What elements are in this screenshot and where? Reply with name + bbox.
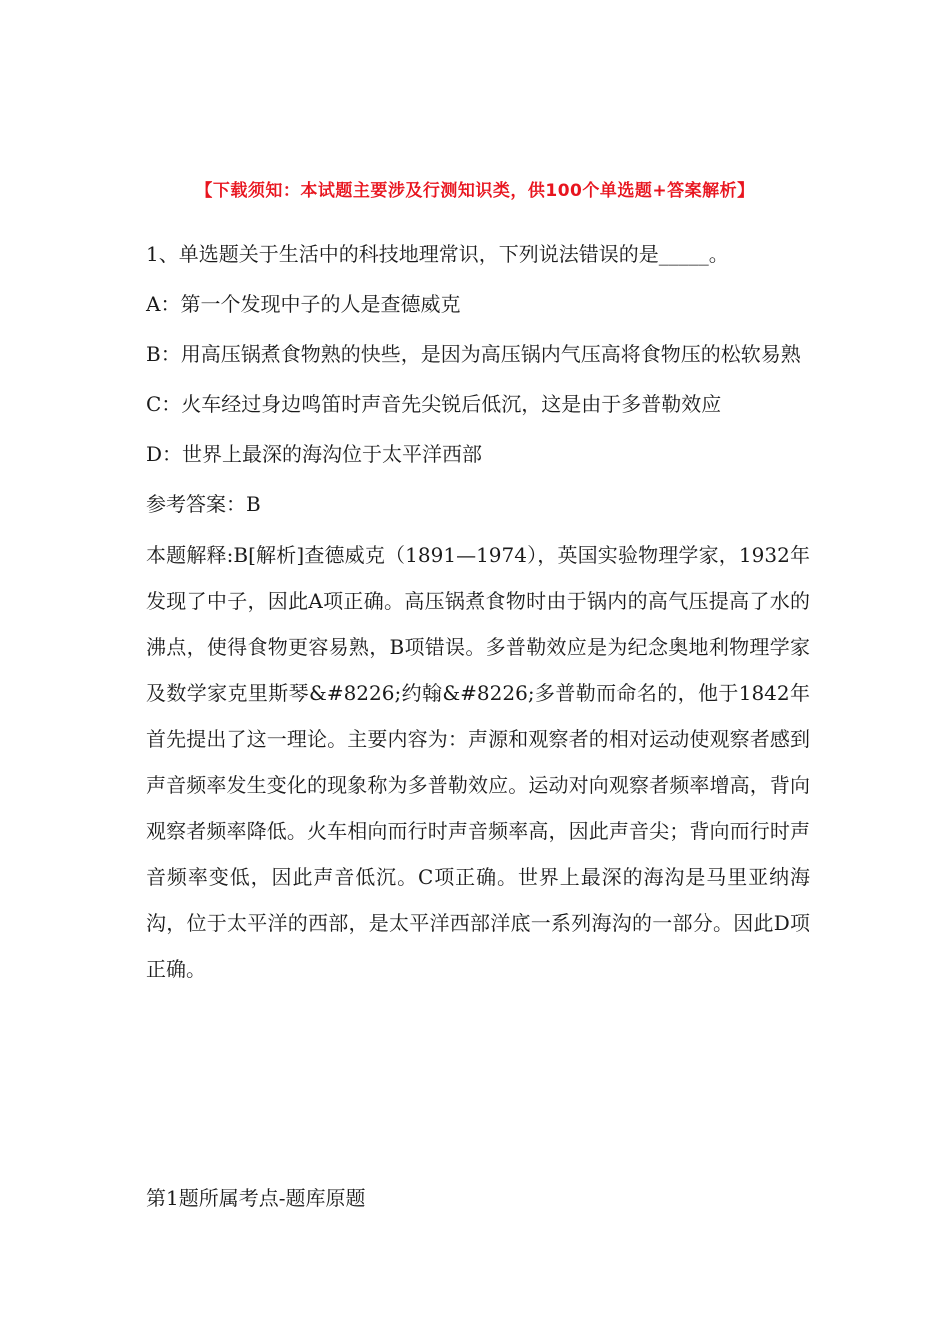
reference-answer: 参考答案：B — [146, 492, 261, 516]
option-a: A：第一个发现中子的人是查德威克 — [146, 292, 461, 316]
download-notice: 【下载须知：本试题主要涉及行测知识类，供100个单选题+答案解析】 — [195, 181, 755, 201]
question-category: 第1题所属考点-题库原题 — [146, 1186, 366, 1210]
option-b: B：用高压锅煮食物熟的快些，是因为高压锅内气压高将食物压的松软易熟 — [146, 342, 801, 366]
option-c: C：火车经过身边鸣笛时声音先尖锐后低沉，这是由于多普勒效应 — [146, 392, 722, 416]
question-stem: 1、单选题关于生活中的科技地理常识，下列说法错误的是_____。 — [146, 242, 729, 266]
answer-explanation: 本题解释:B[解析]查德威克（1891—1974），英国实验物理学家，1932年发现了中子，因此A项正确。高压锅煮食物时由于锅内的高气压提高了水的沸点，使得食物更容易熟，B项错误。多普勒效应是为纪念奥地利物理学家及数学家克里斯琴&#8226;约翰&#8226;多普勒而命名的，他于1842年首先提出了这一理论。主要内容为：声源和观察者的相对运动使观察者感到声音频率发生变化的现象称为多普勒效应。运动对向观察者频率增高，背向观察者频率降低。火车相向而行时声音频率高，因此声音尖；背向而行时声音频率变低，因此声音低沉。C项正确。世界上最深的海沟是马里亚纳海沟，位于太平洋的西部，是太平洋西部洋底一系列海沟的一部分。因此D项正确。 — [146, 543, 810, 981]
question-block — [146, 232, 810, 997]
option-d: D：世界上最深的海沟位于太平洋西部 — [146, 442, 483, 466]
